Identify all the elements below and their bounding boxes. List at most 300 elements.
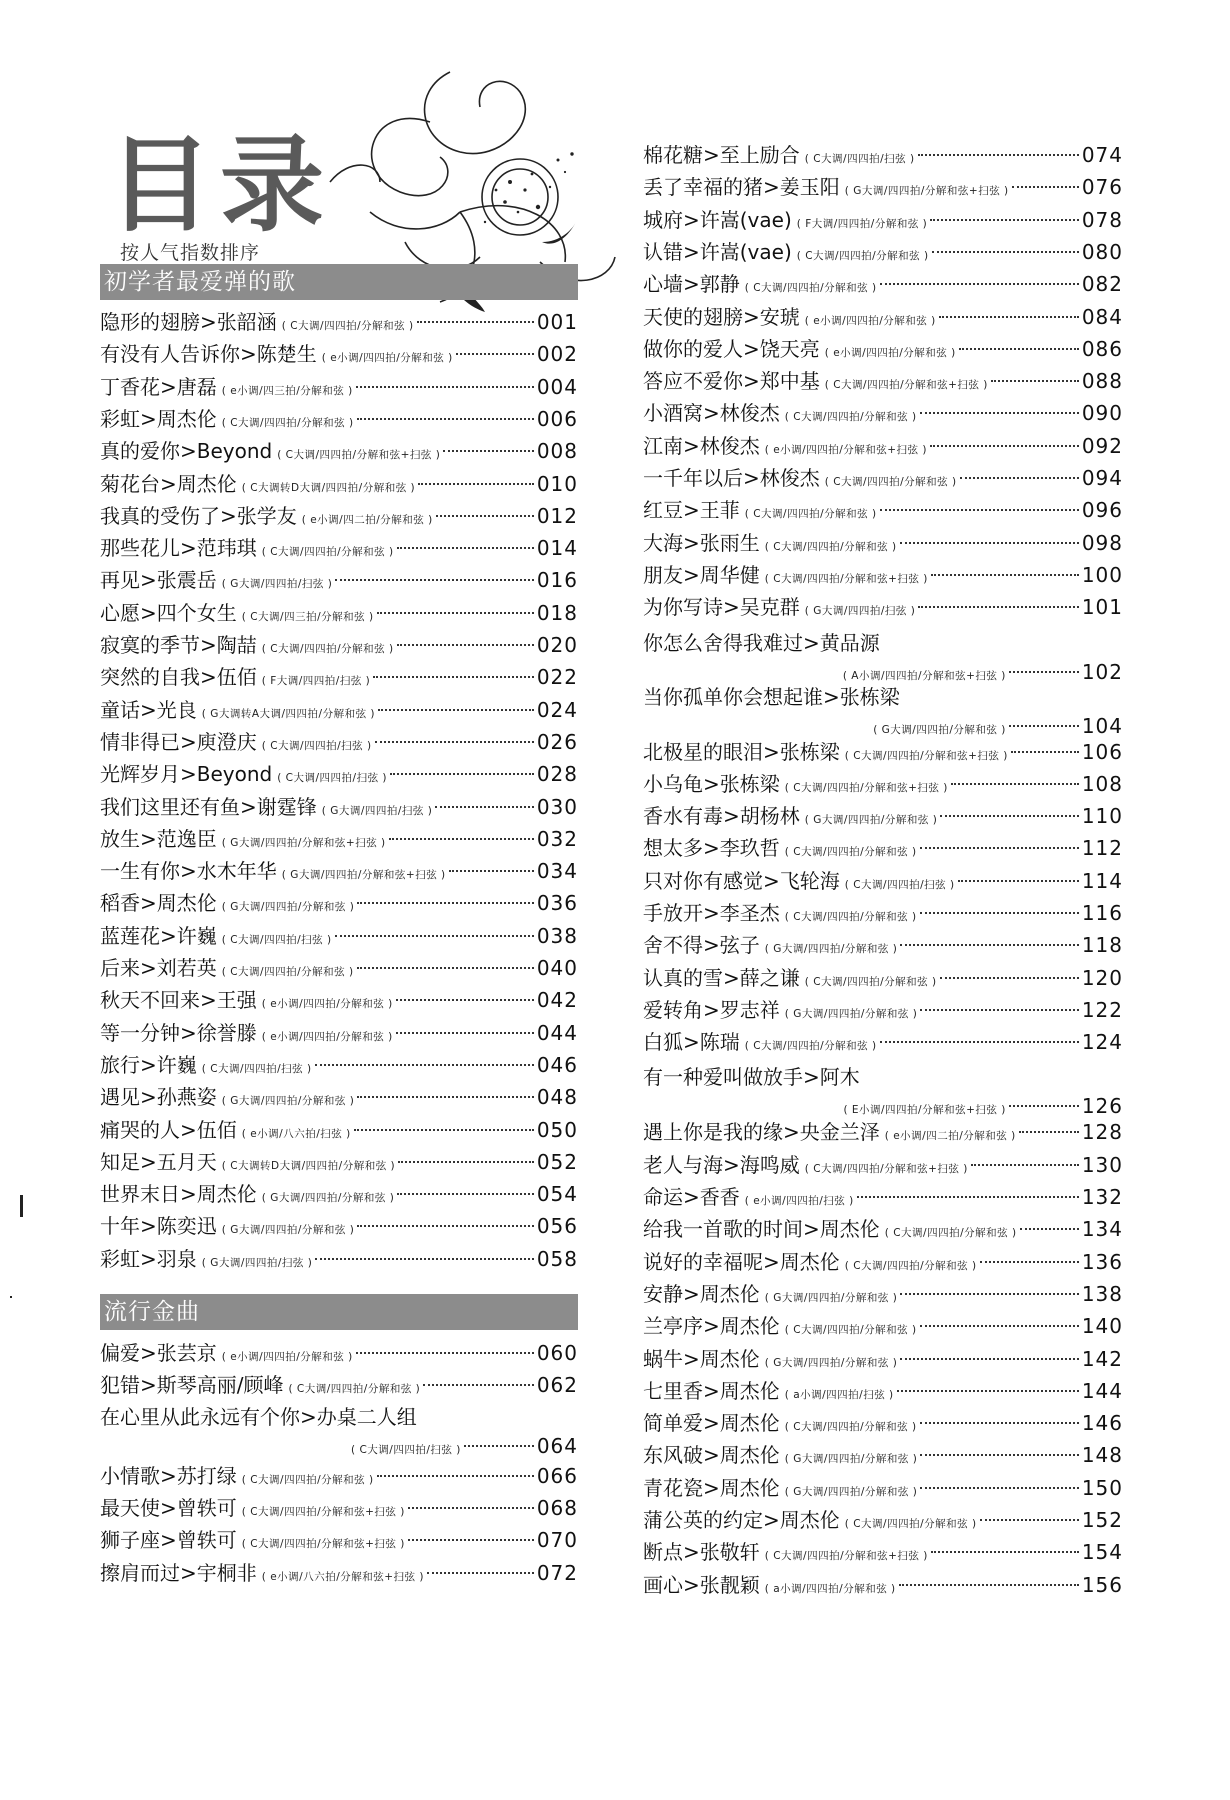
page-number: 101: [1081, 595, 1123, 619]
song-title: 彩虹>周杰伦: [100, 407, 217, 431]
toc-entry[interactable]: [100, 856, 578, 886]
dot-leader: [389, 824, 534, 840]
page-number: 114: [1081, 869, 1123, 893]
song-title: 兰亭序>周杰伦: [643, 1314, 780, 1338]
toc-entry[interactable]: [100, 404, 578, 434]
page-number: 120: [1081, 966, 1123, 990]
song-title: 菊花台>周杰伦: [100, 472, 237, 496]
key-meter-note: ( G大调/四四拍/分解和弦 ): [784, 1008, 918, 1020]
toc-entry[interactable]: [100, 1018, 578, 1048]
page-number: 130: [1081, 1153, 1123, 1177]
dot-leader: [900, 1344, 1078, 1360]
toc-entry[interactable]: [100, 533, 578, 563]
dot-leader: [357, 953, 534, 969]
key-meter-note: ( G大调/四四拍/扫弦 ): [201, 1257, 313, 1269]
page-number: 128: [1081, 1120, 1123, 1144]
key-meter-note: ( C大调/四四拍/扫弦 ): [351, 1443, 461, 1456]
page-number: 090: [1081, 401, 1123, 425]
toc-entry[interactable]: [643, 801, 1123, 831]
toc-entry[interactable]: [100, 1525, 578, 1555]
key-meter-note: ( C大调/四四拍/分解和弦+扫弦 ): [804, 1163, 968, 1175]
song-title: 犯错>斯琴高丽/顾峰: [100, 1373, 284, 1398]
page-number: 056: [536, 1214, 578, 1238]
page-number: 102: [1081, 660, 1123, 684]
page-number: 116: [1081, 901, 1123, 925]
key-meter-note: ( e小调/四三拍/分解和弦 ): [221, 385, 353, 397]
toc-entry[interactable]: [100, 662, 578, 692]
dot-leader: [315, 1050, 534, 1066]
song-title: 丁香花>唐磊: [100, 375, 217, 399]
song-title: 白狐>陈瑞: [643, 1030, 740, 1054]
song-title: 有没有人告诉你>陈楚生: [100, 342, 317, 366]
key-meter-note: ( C大调/四四拍/分解和弦 ): [241, 1473, 374, 1486]
song-title: 擦肩而过>宇桐非: [100, 1560, 257, 1585]
entry-detail-line: [643, 711, 1123, 739]
page-number: 032: [536, 827, 578, 851]
dot-leader: [971, 1150, 1079, 1166]
page-number: 020: [536, 633, 578, 657]
dot-leader: [940, 801, 1078, 817]
song-title: 青花瓷>周杰伦: [643, 1476, 780, 1500]
song-title: 在心里从此永远有个你>办桌二人组: [100, 1404, 417, 1429]
song-title: 小乌龟>张栋梁: [643, 772, 780, 796]
toc-entry[interactable]: [100, 339, 578, 369]
toc-entry[interactable]: [100, 1244, 578, 1274]
song-title: 寂寞的季节>陶喆: [100, 633, 257, 657]
toc-entry[interactable]: [643, 528, 1123, 558]
key-meter-note: ( G大调转A大调/四四拍/分解和弦 ): [201, 708, 376, 720]
page-number: 030: [536, 795, 578, 819]
dot-leader: [356, 1338, 534, 1354]
page-number: 068: [536, 1495, 578, 1520]
toc-entry[interactable]: [100, 888, 578, 918]
key-meter-note: ( C大调/四四拍/分解和弦 ): [288, 1383, 421, 1396]
dot-leader: [396, 1018, 534, 1034]
dot-leader: [920, 1440, 1078, 1456]
toc-entry[interactable]: [643, 366, 1123, 396]
toc-entry[interactable]: [643, 1279, 1123, 1309]
dot-leader: [1019, 1117, 1079, 1133]
song-title: 安静>周杰伦: [643, 1282, 760, 1306]
key-meter-note: ( G大调/四四拍/分解和弦 ): [873, 724, 1006, 736]
key-meter-note: ( e小调/四二拍/分解和弦 ): [884, 1130, 1016, 1142]
dot-leader: [427, 1558, 534, 1574]
key-meter-note: ( e小调/四四拍/分解和弦 ): [804, 315, 936, 327]
dot-leader: [377, 598, 534, 614]
toc-entry[interactable]: [643, 1408, 1123, 1438]
page-number: 100: [1081, 563, 1123, 587]
toc-entry[interactable]: [100, 469, 578, 499]
page-number: 138: [1081, 1282, 1123, 1306]
toc-entry[interactable]: [643, 302, 1123, 332]
page-number: 014: [536, 536, 578, 560]
dot-leader: [436, 501, 534, 517]
page-number: 156: [1081, 1573, 1123, 1597]
page-number: 060: [536, 1341, 578, 1365]
page-number: 002: [536, 342, 578, 366]
key-meter-note: ( G大调/四四拍/分解和弦+扫弦 ): [221, 837, 386, 849]
dot-leader: [423, 1370, 534, 1386]
song-title: 稻香>周杰伦: [100, 891, 217, 915]
toc-entry[interactable]: [100, 1403, 578, 1459]
song-title: 想太多>李玖哲: [643, 836, 780, 860]
song-title: 东风破>周杰伦: [643, 1443, 780, 1467]
toc-entry[interactable]: [100, 501, 578, 531]
page-number: 096: [1081, 498, 1123, 522]
toc-entry[interactable]: [643, 866, 1123, 896]
key-meter-note: ( G大调/四四拍/分解和弦 ): [764, 943, 898, 955]
page-number: 072: [536, 1560, 578, 1585]
page-number: 108: [1081, 772, 1123, 796]
dot-leader: [920, 898, 1079, 914]
toc-entry[interactable]: [100, 1050, 578, 1080]
song-title: 小情歌>苏打绿: [100, 1463, 237, 1488]
key-meter-note: ( e小调/四四拍/分解和弦+扫弦 ): [764, 444, 927, 456]
page-number: 112: [1081, 836, 1123, 860]
page-number: 058: [536, 1247, 578, 1271]
toc-entry[interactable]: [643, 172, 1123, 202]
song-title: 狮子座>曾轶可: [100, 1528, 237, 1553]
page-number: 134: [1081, 1217, 1123, 1241]
key-meter-note: ( e小调/四四拍/分解和弦 ): [221, 1351, 353, 1363]
key-meter-note: ( C大调/四四拍/分解和弦 ): [784, 846, 917, 858]
key-meter-note: ( C大调/四四拍/分解和弦 ): [844, 1518, 977, 1530]
key-meter-note: ( C大调/四四拍/分解和弦 ): [824, 476, 957, 488]
page-number: 024: [536, 698, 578, 722]
song-title: 只对你有感觉>飞轮海: [643, 869, 840, 893]
toc-entry[interactable]: [643, 592, 1123, 622]
dot-leader: [418, 469, 534, 485]
section-header-pop: 流行金曲: [100, 1294, 578, 1330]
key-meter-note: ( C大调/四四拍/扫弦 ): [201, 1063, 312, 1075]
dot-leader: [377, 1461, 534, 1477]
dot-leader: [464, 1425, 534, 1447]
dot-leader: [959, 334, 1079, 350]
toc-entry[interactable]: [100, 985, 578, 1015]
page-number: 010: [536, 472, 578, 496]
toc-entry[interactable]: [100, 1493, 578, 1523]
toc-entry[interactable]: [643, 898, 1123, 928]
page-number: 034: [536, 859, 578, 883]
toc-entry[interactable]: [643, 495, 1123, 525]
song-title: 做你的爱人>饶天亮: [643, 337, 820, 361]
page-number: 142: [1081, 1347, 1123, 1371]
dot-leader: [920, 833, 1079, 849]
dot-leader: [900, 930, 1078, 946]
toc-entry[interactable]: [643, 1247, 1123, 1277]
toc-entry[interactable]: [643, 334, 1123, 364]
page-number: 018: [536, 601, 578, 625]
entry-detail-line: [100, 1431, 578, 1459]
dot-leader: [880, 269, 1079, 285]
dot-leader: [354, 1115, 534, 1131]
toc-entry[interactable]: [643, 237, 1123, 267]
key-meter-note: ( C大调/四四拍/分解和弦 ): [261, 643, 394, 655]
toc-entry[interactable]: [643, 1214, 1123, 1244]
key-meter-note: ( C大调/四四拍/分解和弦+扫弦 ): [764, 1550, 928, 1562]
dot-leader: [920, 995, 1078, 1011]
song-title: 一千年以后>林俊杰: [643, 466, 820, 490]
key-meter-note: ( G大调/四四拍/分解和弦 ): [221, 1224, 355, 1236]
song-title: 有一种爱叫做放手>阿木: [643, 1065, 860, 1089]
page-number: 062: [536, 1373, 578, 1398]
song-title: 旅行>许巍: [100, 1053, 197, 1077]
page-number: 106: [1081, 740, 1123, 764]
page-number: 070: [536, 1528, 578, 1553]
toc-entry[interactable]: [643, 1150, 1123, 1180]
page-number: 074: [1081, 143, 1123, 167]
page-number: 012: [536, 504, 578, 528]
page-number: 006: [536, 407, 578, 431]
dot-leader: [920, 398, 1079, 414]
page-number: 050: [536, 1118, 578, 1142]
toc-entry[interactable]: [100, 695, 578, 725]
dot-leader: [397, 1179, 533, 1195]
song-title: 天使的翅膀>安琥: [643, 305, 800, 329]
toc-entry[interactable]: [643, 833, 1123, 863]
page-number: 152: [1081, 1508, 1123, 1532]
song-title: 情非得已>庾澄庆: [100, 730, 257, 754]
toc-entry[interactable]: [643, 1376, 1123, 1406]
toc-entry[interactable]: [643, 1182, 1123, 1212]
song-title: 我们这里还有鱼>谢霆锋: [100, 795, 317, 819]
song-title: 命运>香香: [643, 1185, 740, 1209]
key-meter-note: ( G大调/四四拍/扫弦 ): [321, 805, 433, 817]
toc-entry[interactable]: [100, 1179, 578, 1209]
song-title: 后来>刘若英: [100, 956, 217, 980]
key-meter-note: ( C大调/四四拍/分解和弦 ): [261, 546, 394, 558]
scan-mark: [10, 1296, 12, 1298]
dot-leader: [939, 302, 1079, 318]
page-number: 144: [1081, 1379, 1123, 1403]
page-number: 150: [1081, 1476, 1123, 1500]
song-title: 简单爱>周杰伦: [643, 1411, 780, 1435]
toc-entry[interactable]: [100, 1370, 578, 1400]
key-meter-note: ( C大调/四四拍/扫弦 ): [277, 772, 388, 784]
toc-entry[interactable]: [100, 1115, 578, 1145]
key-meter-note: ( C大调/四四拍/分解和弦 ): [744, 508, 877, 520]
song-title: 遇上你是我的缘>央金兰泽: [643, 1120, 880, 1144]
key-meter-note: ( C大调/四三拍/分解和弦 ): [241, 611, 374, 623]
key-meter-note: ( G大调/四四拍/分解和弦 ): [221, 1095, 355, 1107]
song-title: 说好的幸福呢>周杰伦: [643, 1250, 840, 1274]
song-title: 你怎么舍得我难过>黄品源: [643, 631, 880, 655]
key-meter-note: ( C大调转D大调/四四拍/分解和弦 ): [241, 482, 416, 494]
toc-entry[interactable]: [643, 1473, 1123, 1503]
toc-entry[interactable]: [643, 431, 1123, 461]
toc-entry[interactable]: [643, 398, 1123, 428]
song-title: 香水有毒>胡杨林: [643, 804, 800, 828]
toc-entry[interactable]: [100, 1558, 578, 1588]
dot-leader: [397, 533, 534, 549]
song-title: 真的爱你>Beyond: [100, 439, 273, 463]
dot-leader: [398, 1147, 534, 1163]
key-meter-note: ( C大调/四四拍/分解和弦 ): [796, 250, 929, 262]
toc-entry[interactable]: [100, 1082, 578, 1112]
dot-leader: [932, 237, 1079, 253]
dot-leader: [920, 1311, 1079, 1327]
toc-entry[interactable]: [100, 921, 578, 951]
song-title: 等一分钟>徐誉滕: [100, 1021, 257, 1045]
song-title: 最天使>曾轶可: [100, 1495, 237, 1520]
dot-leader: [375, 727, 534, 743]
key-meter-note: ( e小调/八六拍/分解和弦+扫弦 ): [261, 1570, 424, 1583]
page-number: 054: [536, 1182, 578, 1206]
song-title: 丢了幸福的猪>姜玉阳: [643, 175, 840, 199]
page-number: 124: [1081, 1030, 1123, 1054]
dot-leader: [897, 1376, 1079, 1392]
dot-leader: [940, 963, 1079, 979]
page-number: 066: [536, 1463, 578, 1488]
dot-leader: [960, 463, 1079, 479]
page-subtitle: 按人气指数排序: [120, 242, 261, 264]
key-meter-note: ( C大调/四四拍/扫弦 ): [221, 934, 332, 946]
toc-entry[interactable]: [643, 1570, 1123, 1600]
song-title: 放生>范逸臣: [100, 827, 217, 851]
toc-entry[interactable]: [643, 629, 1123, 685]
dot-leader: [408, 1525, 534, 1541]
page-number: 118: [1081, 933, 1123, 957]
key-meter-note: ( e小调/四二拍/分解和弦 ): [301, 514, 433, 526]
song-title: 认错>许嵩(vae): [643, 240, 792, 264]
toc-entry[interactable]: [643, 1063, 1123, 1119]
song-title: 世界末日>周杰伦: [100, 1182, 257, 1206]
dot-leader: [857, 1182, 1079, 1198]
toc-entry[interactable]: [100, 436, 578, 466]
page-number: 028: [536, 762, 578, 786]
song-title: 心愿>四个女生: [100, 601, 237, 625]
toc-entry[interactable]: [643, 205, 1123, 235]
toc-entry[interactable]: [643, 963, 1123, 993]
page-number: 104: [1081, 714, 1123, 738]
dot-leader: [900, 528, 1079, 544]
toc-entry[interactable]: [100, 953, 578, 983]
page-number: 132: [1081, 1185, 1123, 1209]
key-meter-note: ( e小调/八六拍/扫弦 ): [241, 1128, 351, 1140]
dot-leader: [930, 205, 1079, 221]
song-title: 蜗牛>周杰伦: [643, 1347, 760, 1371]
key-meter-note: ( C大调/四四拍/分解和弦 ): [784, 1421, 917, 1433]
page-number: 146: [1081, 1411, 1123, 1435]
toc-entry[interactable]: [643, 1117, 1123, 1147]
toc-entry[interactable]: [643, 769, 1123, 799]
page-number: 036: [536, 891, 578, 915]
song-title: 秋天不回来>王强: [100, 988, 257, 1012]
dot-leader: [408, 1493, 534, 1509]
song-title: 棉花糖>至上励合: [643, 143, 800, 167]
dot-leader: [918, 140, 1079, 156]
toc-entry[interactable]: [100, 1211, 578, 1241]
dot-leader: [373, 662, 534, 678]
toc-entry[interactable]: [100, 1338, 578, 1368]
dot-leader: [1009, 1085, 1079, 1107]
toc-entry[interactable]: [100, 1147, 578, 1177]
toc-entry[interactable]: [643, 1537, 1123, 1567]
song-title: 认真的雪>薛之谦: [643, 966, 800, 990]
page-number: 008: [536, 439, 578, 463]
page-number: 046: [536, 1053, 578, 1077]
page-number: 078: [1081, 208, 1123, 232]
song-title: 大海>张雨生: [643, 531, 760, 555]
page-number: 086: [1081, 337, 1123, 361]
toc-entry[interactable]: [100, 372, 578, 402]
song-title: 知足>五月天: [100, 1150, 217, 1174]
page-number: 048: [536, 1085, 578, 1109]
toc-entry[interactable]: [643, 560, 1123, 590]
song-title: 舍不得>弦子: [643, 933, 760, 957]
dot-leader: [335, 565, 533, 581]
toc-entry[interactable]: [100, 630, 578, 660]
page-number: 016: [536, 568, 578, 592]
dot-leader: [315, 1244, 533, 1260]
dot-leader: [880, 495, 1079, 511]
page-number: 148: [1081, 1443, 1123, 1467]
toc-entry[interactable]: [100, 792, 578, 822]
song-title: 一生有你>水木年华: [100, 859, 277, 883]
toc-entry[interactable]: [643, 140, 1123, 170]
toc-entry[interactable]: [643, 269, 1123, 299]
page-number: 022: [536, 665, 578, 689]
scan-mark: [20, 1195, 23, 1217]
key-meter-note: ( e小调/四四拍/分解和弦 ): [261, 998, 393, 1010]
toc-entry[interactable]: [643, 737, 1123, 767]
toc-entry[interactable]: [100, 727, 578, 757]
key-meter-note: ( G大调/四四拍/分解和弦 ): [784, 1453, 918, 1465]
key-meter-note: ( C大调/四四拍/分解和弦+扫弦 ): [241, 1505, 405, 1518]
toc-entry[interactable]: [100, 307, 578, 337]
page-number: 122: [1081, 998, 1123, 1022]
key-meter-note: ( a小调/四四拍/分解和弦 ): [764, 1583, 896, 1595]
song-title: 那些花儿>范玮琪: [100, 536, 257, 560]
dot-leader: [357, 1082, 533, 1098]
toc-entry[interactable]: [100, 759, 578, 789]
key-meter-note: ( F大调/四四拍/扫弦 ): [261, 675, 371, 687]
dot-leader: [980, 1247, 1079, 1263]
toc-entry[interactable]: [643, 1027, 1123, 1057]
toc-entry[interactable]: [643, 1440, 1123, 1470]
key-meter-note: ( C大调/四四拍/分解和弦+扫弦 ): [764, 573, 928, 585]
toc-entry[interactable]: [643, 1311, 1123, 1341]
page-number: 040: [536, 956, 578, 980]
page-number: 088: [1081, 369, 1123, 393]
song-title: 答应不爱你>郑中基: [643, 369, 820, 393]
dot-leader: [335, 921, 534, 937]
song-title: 北极星的眼泪>张栋梁: [643, 740, 840, 764]
key-meter-note: ( G大调/四四拍/扫弦 ): [221, 578, 333, 590]
dot-leader: [918, 592, 1078, 608]
dot-leader: [1020, 1214, 1079, 1230]
toc-entry[interactable]: [100, 598, 578, 628]
key-meter-note: ( C大调/四四拍/分解和弦+扫弦 ): [277, 449, 441, 461]
song-title: 遇见>孙燕姿: [100, 1085, 217, 1109]
dot-leader: [443, 436, 534, 452]
key-meter-note: ( C大调/四四拍/分解和弦 ): [784, 911, 917, 923]
toc-entry[interactable]: [100, 824, 578, 854]
toc-entry[interactable]: [100, 1461, 578, 1491]
page-number: 110: [1081, 804, 1123, 828]
key-meter-note: ( a小调/四四拍/扫弦 ): [784, 1389, 894, 1401]
toc-entry[interactable]: [643, 1344, 1123, 1374]
toc-entry[interactable]: [100, 565, 578, 595]
toc-entry[interactable]: [643, 1505, 1123, 1535]
toc-entry[interactable]: [643, 930, 1123, 960]
toc-entry[interactable]: [643, 463, 1123, 493]
dot-leader: [920, 1473, 1078, 1489]
toc-entry[interactable]: [643, 683, 1123, 739]
toc-entry[interactable]: [643, 995, 1123, 1025]
page-number: 140: [1081, 1314, 1123, 1338]
dot-leader: [357, 888, 533, 904]
